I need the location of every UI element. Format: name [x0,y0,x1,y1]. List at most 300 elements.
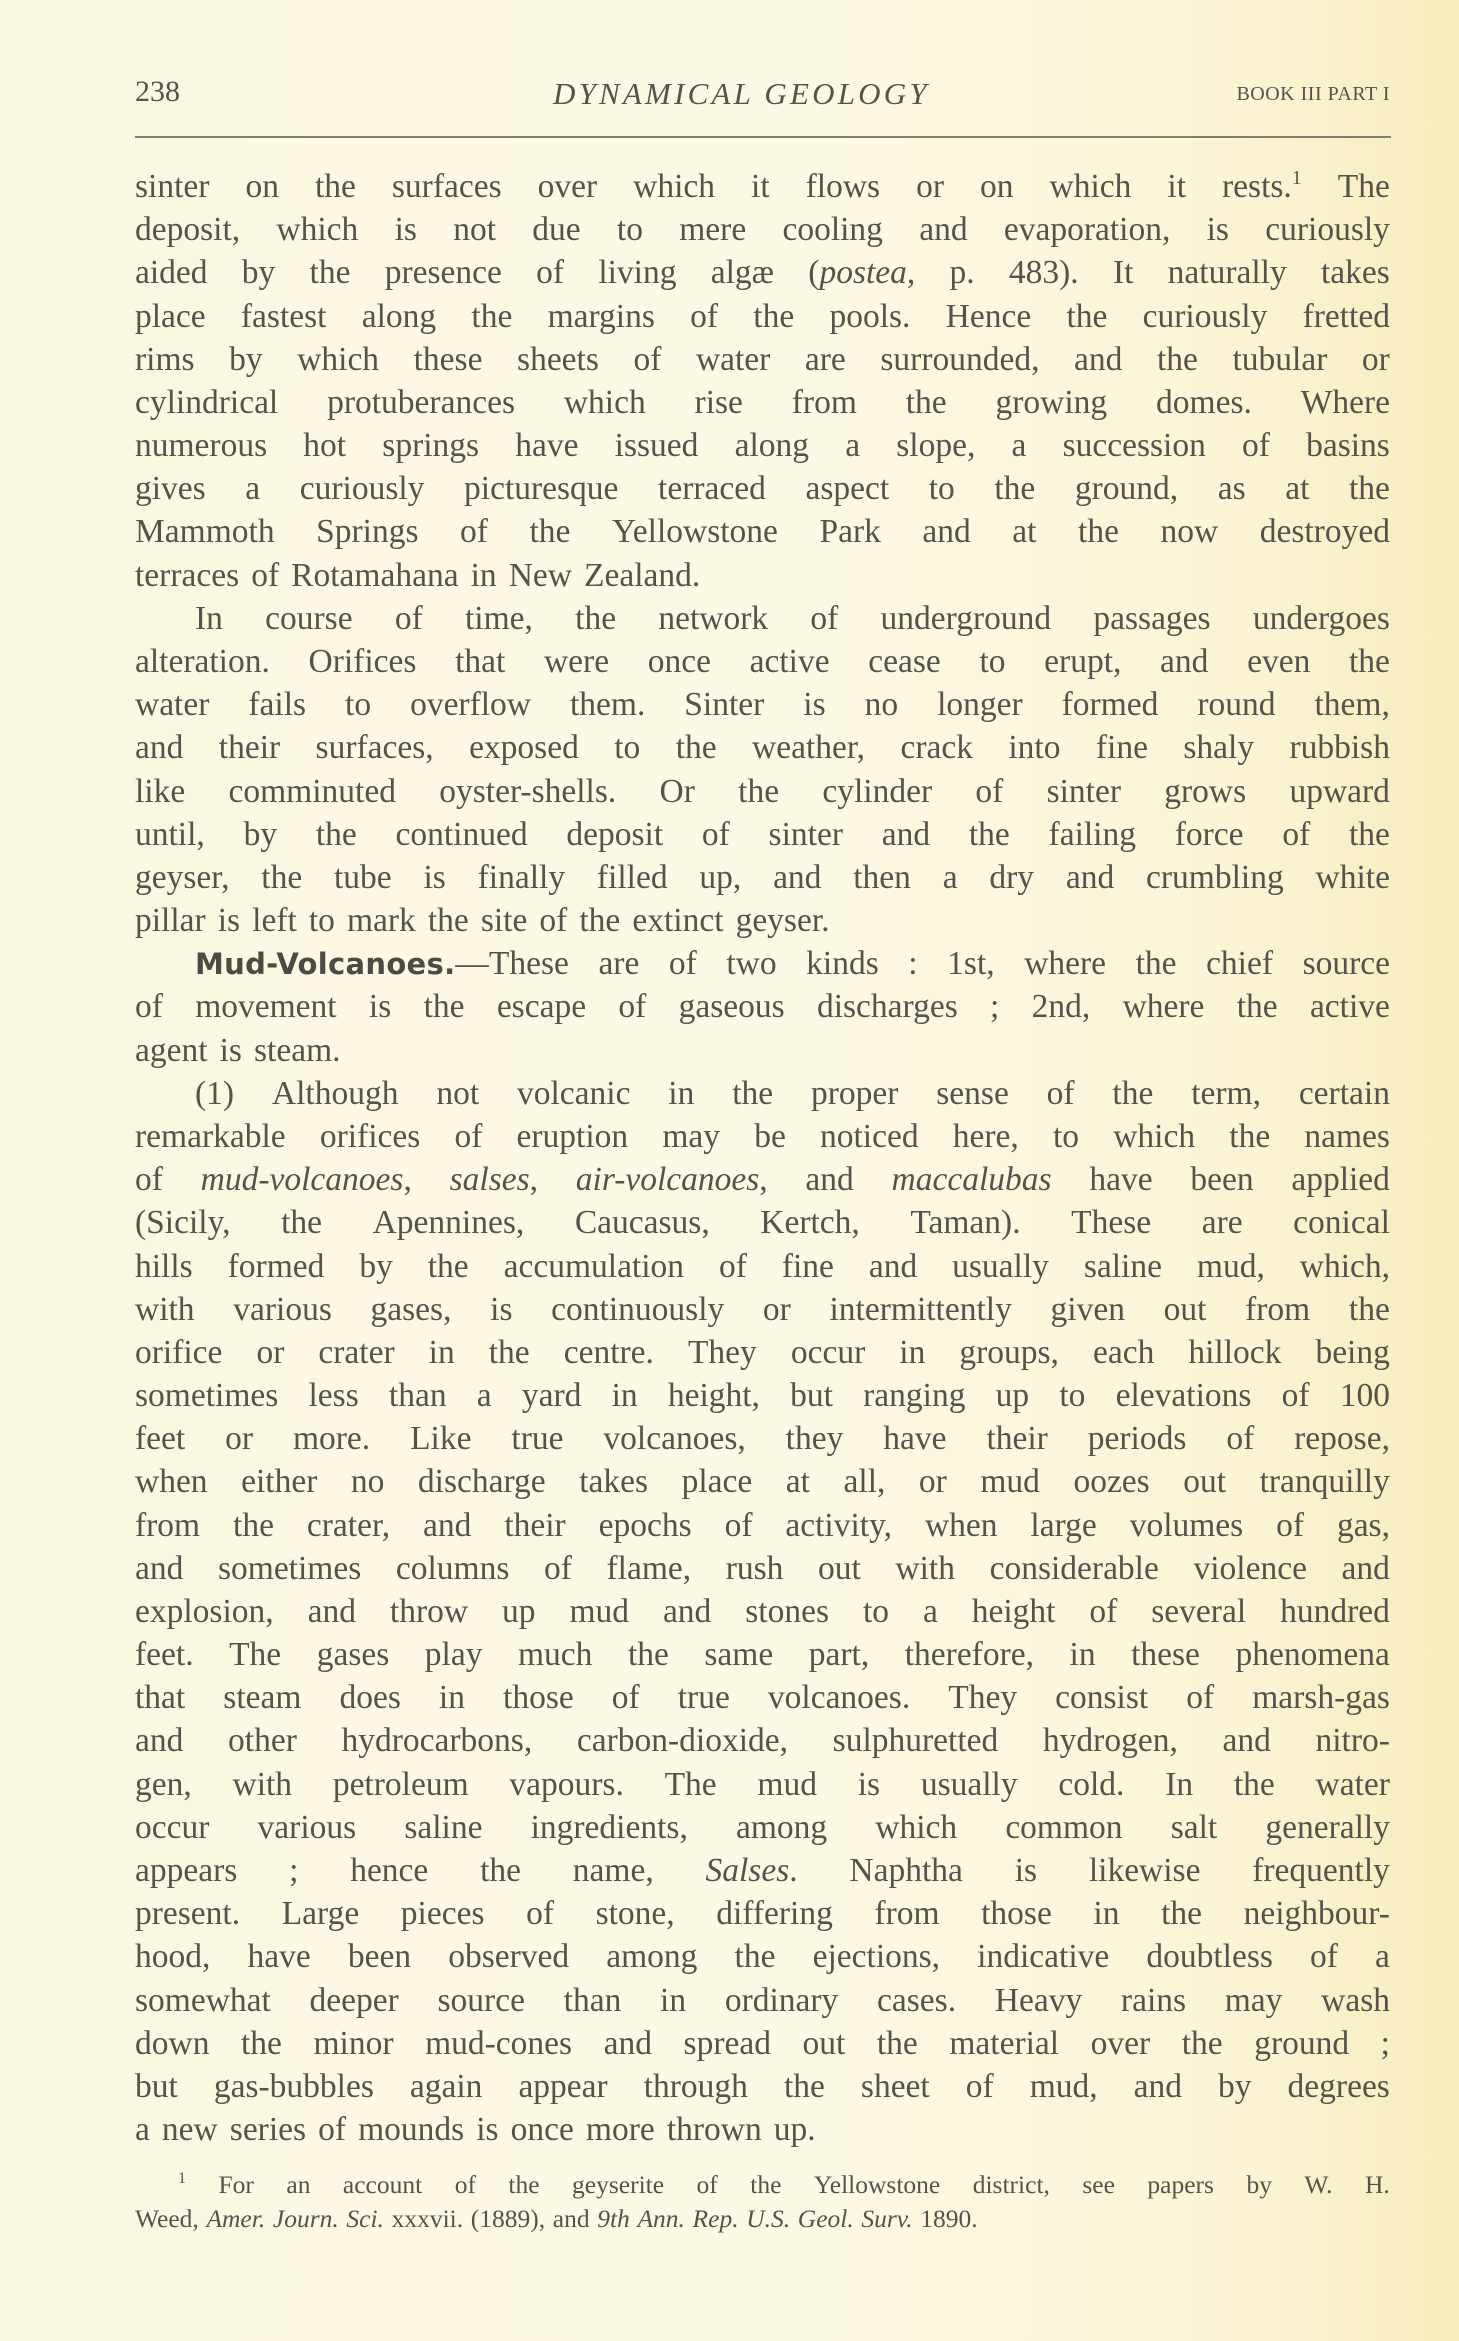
word [1237,985,1278,1028]
word [532,208,580,251]
text-run: xxxvii. [391,2204,464,2233]
text-run: white [1315,858,1390,896]
word [895,1547,955,1590]
text-run: or [762,1290,791,1328]
text-run: vapours. [509,1765,624,1803]
text-line [135,2108,1390,2151]
word [874,1892,939,1935]
text-run: the [471,297,513,335]
word [949,2022,1059,2065]
text-run: . [789,1852,798,1890]
text-run: the [1348,815,1390,853]
text-run: generally [1265,1808,1390,1846]
word [1156,381,1252,424]
text-run: sinter [1046,772,1122,810]
word [339,1676,400,1719]
text-run: of [454,2170,476,2199]
text-run: among [735,1808,828,1846]
text-run: sometimes [135,1377,279,1415]
text-run: even [1247,642,1311,680]
text-run: of [690,297,719,335]
italic-term: 9th [597,2204,630,2233]
text-run: proper [810,1074,899,1112]
text-line [135,1806,1390,1849]
footnote-marker: 1 [178,2170,186,2187]
word [663,1590,711,1633]
text-run: a [845,427,861,465]
word [1123,985,1205,1028]
word [1218,2065,1252,2108]
word [1188,1331,1281,1374]
word [868,640,941,683]
word [1242,424,1270,467]
word [1225,1979,1283,2022]
text-run: which, [1299,1247,1390,1285]
word [1066,856,1114,899]
word [438,1979,525,2022]
text-run: domes. [1156,383,1252,421]
text-run: in [611,1377,638,1415]
text-run: and [1065,858,1115,896]
text-run: much [517,1636,593,1674]
word [1218,467,1246,510]
text-run: and [881,815,931,853]
text-run: which [276,211,359,249]
word [1113,1115,1195,1158]
text-run: given [1050,1290,1125,1328]
text-run: doubtless [1146,1938,1273,1976]
text-line [135,467,1390,510]
text-run: crater [318,1333,395,1371]
word [392,2202,464,2236]
word [1282,813,1310,856]
text-run: sense [936,1074,1009,1112]
word [937,683,1023,726]
text-run: pools. [829,297,911,335]
text-run: shaly [1183,729,1255,767]
text-run: deposit, [135,211,241,249]
word [598,251,676,294]
text-run: term, [1191,1074,1261,1112]
word [1012,424,1027,467]
text-run: not [453,211,496,249]
word [1183,1460,1226,1503]
word [1229,1115,1270,1158]
text-run: height, [667,1377,760,1415]
text-line [135,381,1390,424]
text-run: crumbling [1146,858,1284,896]
text-run: naturally [1167,254,1287,292]
word [936,1072,1009,1115]
text-run: other [228,1722,297,1760]
word [572,2168,664,2202]
text-run: crater, [306,1506,391,1544]
word [1289,726,1390,769]
word [763,1288,791,1331]
text-run: remarkable [135,1117,286,1155]
text-run: frequently [1252,1852,1390,1890]
word [959,1331,1059,1374]
word [946,295,1032,338]
text-run: pieces [400,1895,485,1933]
text-run: either [241,1463,318,1501]
text-run: in [438,1679,465,1717]
word [1362,338,1390,381]
text-run: been [347,1938,412,1976]
word [1160,640,1208,683]
text-run: curiously [1265,211,1390,249]
text-run: gases [316,1636,390,1674]
word [135,726,183,769]
word [920,2202,977,2236]
text-line [135,165,1390,208]
word [1293,1201,1390,1244]
word [229,770,396,813]
text-run: which [297,340,380,378]
text-run: mud-cones [425,2024,573,2062]
text-run: an [286,2170,311,2199]
word [1134,2065,1182,2108]
word [1349,640,1390,683]
word [1381,2022,1390,2065]
word [676,726,717,769]
word [464,467,618,510]
text-run: overflow [410,686,531,724]
word [919,1460,947,1503]
word [1066,295,1107,338]
text-run: more. [292,1420,371,1458]
text-run: is [476,2111,499,2149]
text-run: intermittently [829,1290,1012,1328]
word [481,899,528,942]
text-run: occur [135,1808,210,1846]
word [736,899,830,942]
text-run: mud, [1196,1247,1265,1285]
word [436,1072,479,1115]
italic-term: postea [819,254,907,292]
word [606,1935,697,1978]
word [1073,1460,1149,1503]
text-run: or [918,1463,947,1501]
word [814,2168,940,2202]
text-run: In [1165,1765,1194,1803]
text-run: and [603,2024,652,2062]
running-head [135,74,1390,114]
word [1113,251,1133,294]
word [981,1892,1052,1935]
word [805,1158,853,1201]
word [754,1115,786,1158]
word [564,1331,654,1374]
text-line [135,640,1390,683]
text-run: the [427,902,469,940]
word [570,683,645,726]
text-run: gives [135,470,206,508]
word [1078,510,1119,553]
text-run: in [1069,1636,1096,1674]
word [1315,1331,1389,1374]
word [1321,1979,1390,2022]
word [303,424,346,467]
word [1089,1590,1117,1633]
word [478,856,565,899]
word [869,1245,917,1288]
word [966,2065,994,2108]
word [732,1072,773,1115]
text-run: petroleum [332,1765,469,1803]
text-run: hence [350,1852,429,1890]
word [135,165,209,208]
section-label: BOOK III PART I [1236,83,1390,105]
text-run: certain [1298,1074,1390,1112]
word [995,1979,1082,2022]
word [632,899,723,942]
word [704,1633,773,1676]
text-run: ordinary [724,1981,839,2019]
text-run: and [922,513,971,551]
word [471,2202,545,2236]
word [548,295,655,338]
word [1265,208,1390,251]
text-run: by [241,254,276,292]
word [544,640,609,683]
text-run: formed [227,1247,325,1285]
text-run: salt [1170,1808,1218,1846]
text-run: of [454,1117,483,1155]
text-line [135,1892,1390,1935]
text-run: each [1092,1333,1155,1371]
word [679,985,785,1028]
text-run: flows [805,168,881,205]
word [518,1633,592,1676]
word [690,295,718,338]
word [1024,942,1106,985]
text-run: were [543,642,610,680]
text-run: of [543,1549,572,1587]
word [973,2168,1050,2202]
word [861,2202,912,2236]
text-run: Although [271,1074,399,1112]
italic-term: Salses [705,1852,790,1890]
word [310,251,351,294]
word [579,899,620,942]
text-run: hydrocarbons, [341,1722,533,1760]
word [272,1072,399,1115]
word [1316,1763,1390,1806]
text-run: growing [995,383,1108,421]
text-run: by [229,340,263,378]
word [195,1072,234,1115]
word [785,1504,892,1547]
text-run: these [1131,1636,1200,1674]
word [900,726,973,769]
word [248,683,306,726]
text-run: exposed [469,729,579,767]
text-run: thrown [666,2111,762,2149]
text-line [135,1590,1390,1633]
word [1063,424,1206,467]
text-run: nitro- [1315,1722,1390,1760]
word [1053,1115,1079,1158]
word [633,338,661,381]
word [1244,1892,1390,1935]
text-run: pillar [135,902,206,940]
text-run: finally [477,858,566,896]
word [604,2022,652,2065]
text-run: network [658,599,769,637]
word [986,1417,1047,1460]
text-run: the [427,1247,469,1285]
word [1075,467,1178,510]
text-run: erupt, [1044,642,1122,680]
word [813,1935,940,1978]
word [996,381,1108,424]
word [1349,813,1390,856]
word [820,1115,919,1158]
text-run: observed [448,1938,570,1976]
italic-term: Amer. [206,2204,266,2233]
word [439,770,616,813]
text-run: the [508,2170,540,2199]
word [1050,165,1132,208]
text-run: the [480,1852,522,1890]
text-run: of [965,2067,994,2105]
word [241,2022,282,2065]
word [1222,165,1302,208]
text-run: of [618,988,647,1026]
word [313,2022,393,2065]
word [880,338,1039,381]
text-run: volcanic [516,1074,631,1112]
text-run: the [423,988,465,1026]
word [258,1806,357,1849]
word [980,165,1014,208]
word [135,1719,183,1762]
text-run: of [975,772,1004,810]
word [1147,2168,1214,2202]
word [333,1763,469,1806]
word [858,1763,880,1806]
text-run: the [783,2067,825,2105]
word [950,251,975,294]
word [735,1935,776,1978]
text-run: is [217,902,241,940]
word [996,1374,1030,1417]
text-run: is [1014,1852,1038,1890]
word [135,2065,178,2108]
text-run: crack [900,729,973,767]
word [576,1158,768,1201]
text-run: weather, [752,729,866,767]
word [318,2108,346,2151]
text-run: a [245,470,261,508]
text-run: all, [843,1463,886,1501]
word [503,1676,574,1719]
text-run: passages [1093,599,1211,637]
word [241,1460,317,1503]
word [450,1158,538,1201]
word [803,683,825,726]
word [811,1072,898,1115]
word [1306,424,1390,467]
text-run: place [135,297,206,335]
text-run: but [790,1377,833,1415]
word [297,338,379,381]
text-run: , [403,1161,412,1199]
word [865,683,899,726]
text-run: the [575,599,617,637]
text-run: mud [569,1592,629,1630]
text-run: spread [683,2024,771,2062]
text-run: rims [135,340,195,378]
word [696,338,770,381]
word [618,985,646,1028]
text-run: is [490,1290,513,1328]
text-run: may [662,1117,721,1155]
word [667,2108,762,2151]
text-run: of [1046,1074,1075,1112]
word [195,597,223,640]
text-run: height [971,1592,1056,1630]
word [863,1374,965,1417]
word [1182,2022,1223,2065]
word [1008,726,1060,769]
word [515,424,578,467]
text-run: usually [920,1765,1018,1803]
word [792,381,857,424]
text-run: gen, [135,1765,192,1803]
text-line [195,1072,1390,1115]
text-run: cylindrical [135,383,279,421]
word [293,1417,370,1460]
word [1316,856,1390,899]
word [566,813,663,856]
word [786,1460,810,1503]
text-line [135,726,1390,769]
text-run: name, [572,1852,654,1890]
text-run: , [906,254,916,292]
text-run: , [759,1161,768,1199]
word [818,1547,861,1590]
word [896,424,975,467]
page-number: 238 [135,75,180,108]
text-run: elevations [1115,1377,1252,1415]
text-run: mounds [358,2111,465,2149]
word [1157,338,1198,381]
text-run: the [627,1636,669,1674]
word [980,1460,1040,1503]
word [1168,251,1287,294]
text-run: explosion, [135,1592,274,1630]
text-run: active [749,642,830,680]
text-run: two [726,945,777,983]
text-run: Springs [316,513,419,551]
word [892,1158,1052,1201]
footnote-marker: 1 [1291,167,1302,189]
word [135,1460,208,1503]
text-run: over [1090,2024,1151,2062]
word [195,942,569,985]
running-title: DYNAMICAL GEOLOGY [553,76,930,111]
text-run: eruption [516,1117,629,1155]
text-run: ; [1380,2024,1390,2062]
word [315,165,356,208]
text-run: The [664,1765,717,1803]
text-run: from [874,1895,940,1933]
word [135,1374,278,1417]
text-run: place [681,1463,753,1501]
word [477,1374,492,1417]
